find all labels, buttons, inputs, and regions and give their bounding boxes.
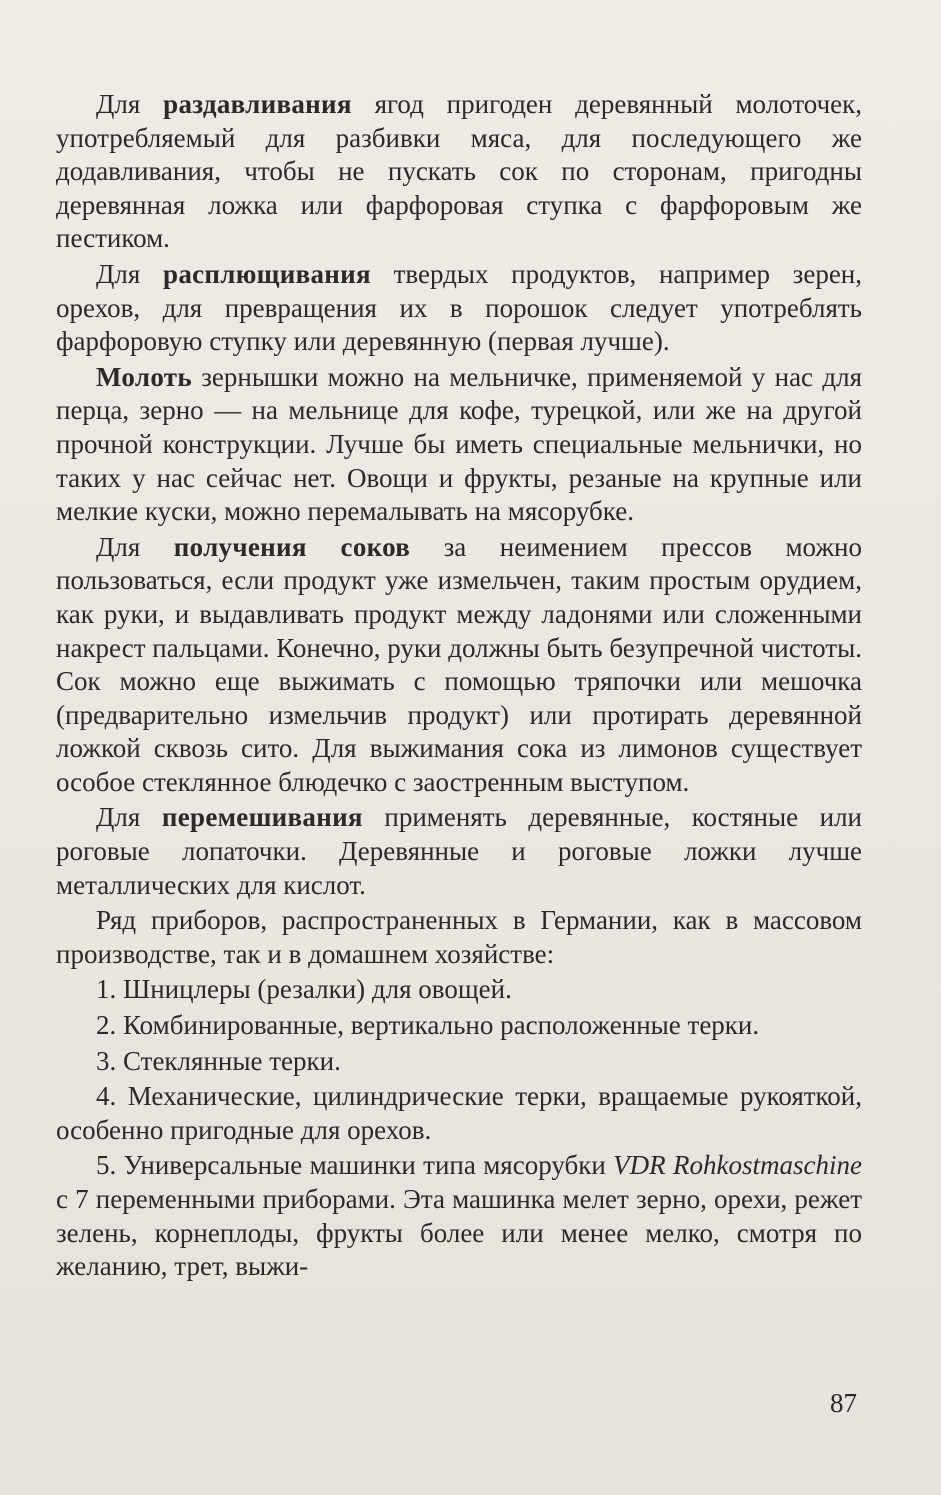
paragraph-text: твердых продуктов, например зерен, орехов, для превращения их в порошок следует употреблять фарфоровую ступку или деревянную (первая лучше).: [56, 258, 863, 357]
paragraph-text: за неимением прессов можно пользоваться, если продукт уже измельчен, таким простым орудием, как руки, и выдавливать продукт между ладонями или сложенными накрест пальцами. Конечно, руки должны быть безупречной чистоты. Сок можно еще выжимать с помощью тряпочки или мешочка (предварительно измельчив продукт) или протирать деревянной ложкой сквозь сито. Для выжимания сока из лимонов существует особое стеклянное блюдечко с заостренным выступом.: [56, 531, 862, 797]
bold-term: расплющивания: [163, 258, 371, 289]
paragraph-text: Ряд приборов, распространенных в Германии, как в массовом производстве, так и в домашнем хозяйстве:: [56, 905, 862, 969]
bold-term: раздавливания: [163, 89, 352, 119]
paragraph-crushing: [56, 88, 862, 256]
bold-term: перемешивания: [161, 802, 363, 833]
list-item: 4. Механические, цилиндрические терки, вращаемые рукояткой, особенно пригодные для орехов.: [56, 1081, 862, 1145]
list-item-lead: 5. Универсальные машинки типа мясорубки: [96, 1150, 614, 1181]
body-text: [56, 88, 862, 1286]
paragraph-text: применять деревянные, костяные или роговые лопаточки. Деревянные и роговые ложки лучше металлических для кислот.: [56, 802, 863, 900]
list-item: 3. Стеклянные терки.: [96, 1045, 341, 1076]
italic-term: VDR Rohkostmaschine: [613, 1150, 862, 1181]
list-item-text: с 7 переменными приборами. Эта машинка мелет зерно, орехи, режет зелень, корнеплоды, фрукты более или менее мелко, смотря по желанию, трет, выжи-: [56, 1184, 862, 1282]
bold-term: получения соков: [173, 531, 411, 562]
page-number: 87: [830, 1388, 857, 1418]
paragraph-text: ягод пригоден деревянный молоточек, употребляемый для разбивки мяса, для последующего же додавливания, чтобы не пускать сок по сторонам, пригодны деревянная ложка или фарфоровая ступка с фарфоровым же пестиком.: [56, 89, 862, 254]
paragraph-juicing: [56, 531, 862, 800]
list-item: 1. Шницлеры (резалки) для овощей.: [96, 974, 512, 1005]
paragraph-lead: Для: [96, 802, 162, 833]
list-item-universal-machine: [56, 1149, 862, 1283]
paragraph-lead: Для: [96, 89, 164, 119]
paragraph-lead: Для: [96, 258, 163, 289]
bold-term: Молоть: [96, 361, 192, 392]
paragraph-flattening: [56, 258, 862, 359]
paragraph-mixing: [56, 801, 862, 902]
paragraph-grinding: [56, 361, 862, 529]
list-item: 2. Комбинированные, вертикально расположенные терки.: [96, 1010, 760, 1041]
paragraph-lead: Для: [96, 531, 174, 562]
paragraph-text: зернышки можно на мельничке, применяемой у нас для перца, зерно — на мельнице для кофе, турецкой, или же на другой прочной конструкции. Лучше бы иметь специальные мельнички, но таких у нас сейчас нет. Овощи и фрукты, резаные на крупные или мелкие куски, можно перемалывать на мясорубке.: [56, 361, 862, 527]
paragraph-devices-intro: [56, 904, 862, 971]
